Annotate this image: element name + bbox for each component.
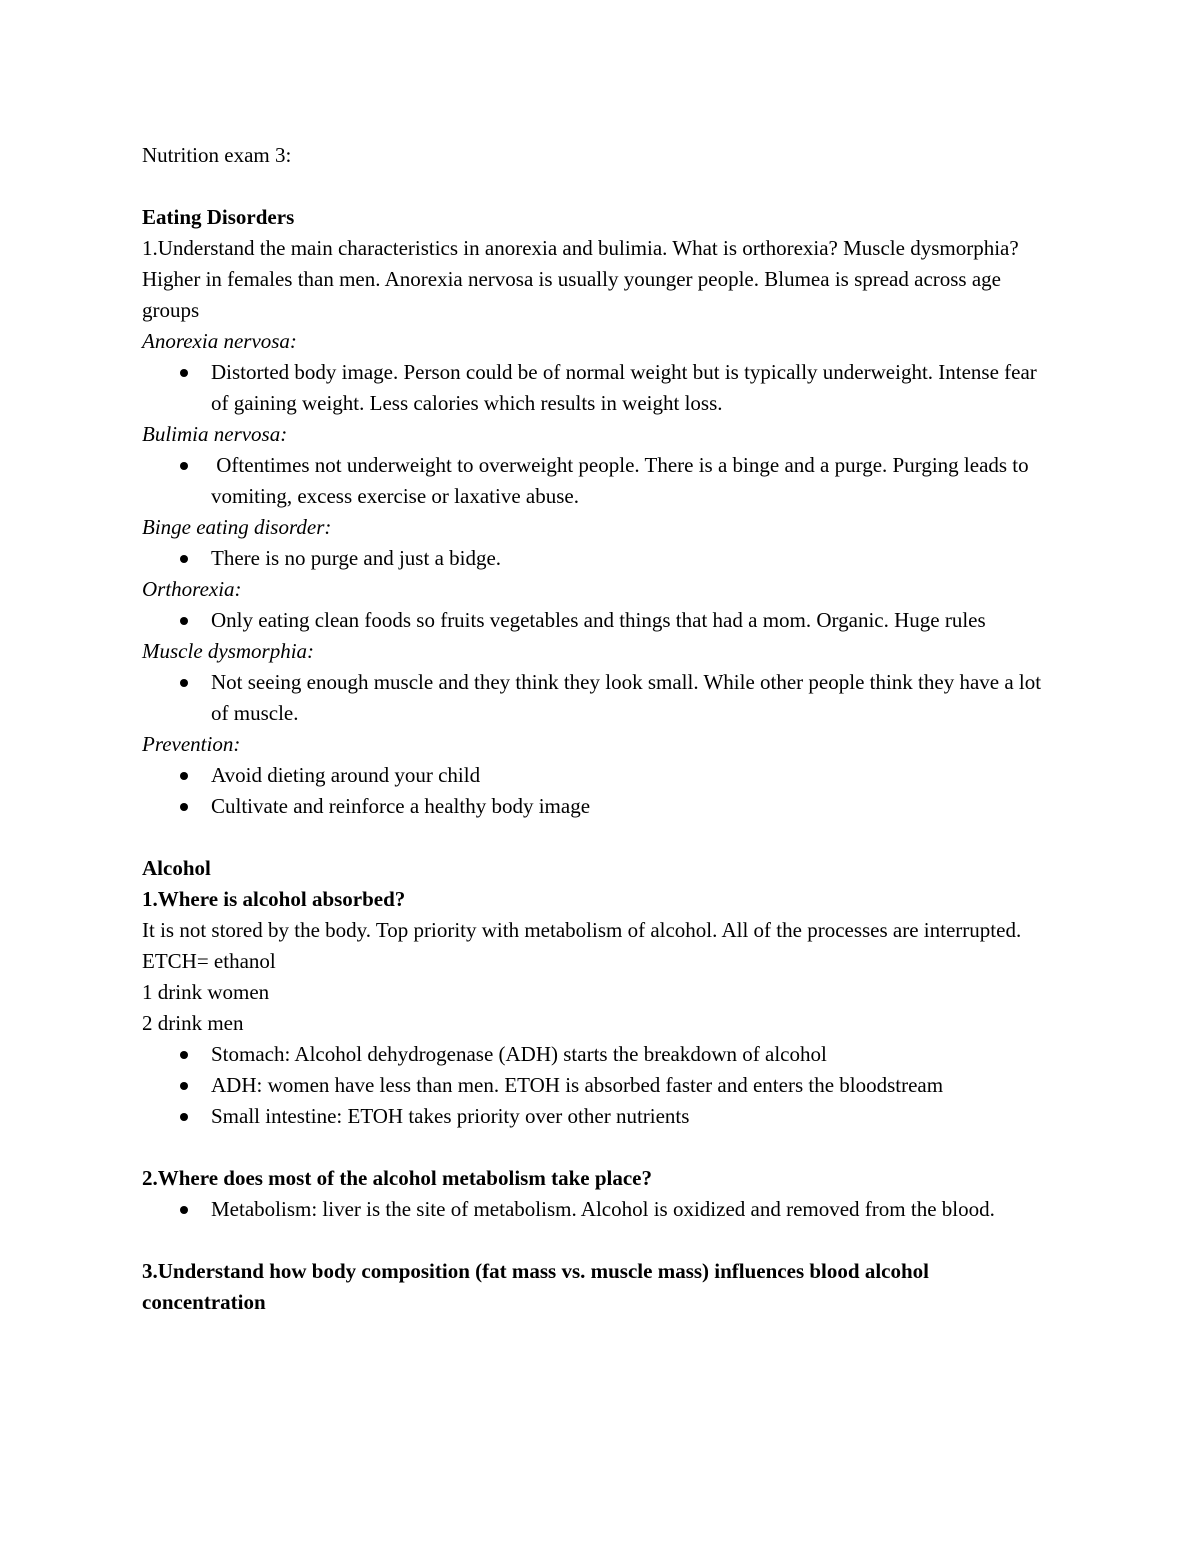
list-absorption [142,1039,1057,1132]
question-1: 1.Understand the main characteristics in anorexia and bulimia. What is orthorexia? Muscle dysmorphia? [142,236,1019,260]
list-bulimia [142,450,1057,512]
list-item [142,1101,1057,1132]
list-item-text: There is no purge and just a bidge. [211,546,502,570]
drink-men: 2 drink men [142,1011,244,1035]
list-item [142,667,1057,729]
list-item-text: Metabolism: liver is the site of metabolism. Alcohol is oxidized and removed from the blood. [211,1197,995,1221]
label-orthorexia: Orthorexia: [142,577,242,601]
list-item-text: Avoid dieting around your child [211,763,481,787]
spacer [142,171,1057,202]
intro-paragraph: Higher in females than men. Anorexia nervosa is usually younger people. Blumea is spread across age groups [142,267,1002,322]
document-title: Nutrition exam 3: [142,143,292,167]
list-item-text: ADH: women have less than men. ETOH is absorbed faster and enters the bloodstream [211,1073,944,1097]
question-alcohol-1: 1.Where is alcohol absorbed? [142,887,406,911]
list-metabolism [142,1194,1057,1225]
list-item-text: Stomach: Alcohol dehydrogenase (ADH) starts the breakdown of alcohol [211,1042,827,1066]
list-item [142,543,1057,574]
list-item-text: Not seeing enough muscle and they think they look small. While other people think they have a lot of muscle. [211,670,1042,725]
bullet-icon [180,679,188,687]
bullet-icon [180,555,188,563]
list-item-text: Oftentimes not underweight to overweight people. There is a binge and a purge. Purging leads to vomiting, excess exercise or laxative abuse. [211,453,1034,508]
bullet-icon [180,1082,188,1090]
bullet-icon [180,617,188,625]
label-bulimia: Bulimia nervosa: [142,422,288,446]
list-item [142,605,1057,636]
section-heading-eating-disorders: Eating Disorders [142,205,295,229]
label-binge: Binge eating disorder: [142,515,332,539]
list-item-text: Distorted body image. Person could be of normal weight but is typically underweight. Intense fear of gaining weight. Less calories which results in weight loss. [211,360,1037,415]
question-alcohol-2: 2.Where does most of the alcohol metabolism take place? [142,1166,652,1190]
list-item-text: Small intestine: ETOH takes priority over other nutrients [211,1104,690,1128]
list-anorexia [142,357,1057,419]
document-page [142,140,1057,1318]
question-alcohol-3: 3.Understand how body composition (fat mass vs. muscle mass) influences blood alcohol concentration [142,1259,929,1314]
list-item [142,450,1057,512]
bullet-icon [180,1206,188,1214]
list-item [142,1194,1057,1225]
section-heading-alcohol: Alcohol [142,856,211,880]
list-item [142,1070,1057,1101]
list-muscle-dysmorphia [142,667,1057,729]
bullet-icon [180,772,188,780]
list-item [142,791,1057,822]
list-item-text: Cultivate and reinforce a healthy body image [211,794,591,818]
list-item-text: Only eating clean foods so fruits vegetables and things that had a mom. Organic. Huge rules [211,608,986,632]
bullet-icon [180,462,188,470]
label-anorexia: Anorexia nervosa: [142,329,297,353]
list-item [142,357,1057,419]
bullet-icon [180,369,188,377]
list-item [142,1039,1057,1070]
drink-women: 1 drink women [142,980,270,1004]
list-prevention [142,760,1057,822]
spacer [142,822,1057,853]
list-orthorexia [142,605,1057,636]
list-binge [142,543,1057,574]
bullet-icon [180,1051,188,1059]
spacer [142,1132,1057,1163]
label-prevention: Prevention: [142,732,241,756]
list-item [142,760,1057,791]
bullet-icon [180,803,188,811]
bullet-icon [180,1113,188,1121]
alcohol-paragraph: It is not stored by the body. Top priority with metabolism of alcohol. All of the processes are interrupted. ETCH= ethanol [142,918,1022,973]
label-muscle-dysmorphia: Muscle dysmorphia: [142,639,315,663]
spacer [142,1225,1057,1256]
